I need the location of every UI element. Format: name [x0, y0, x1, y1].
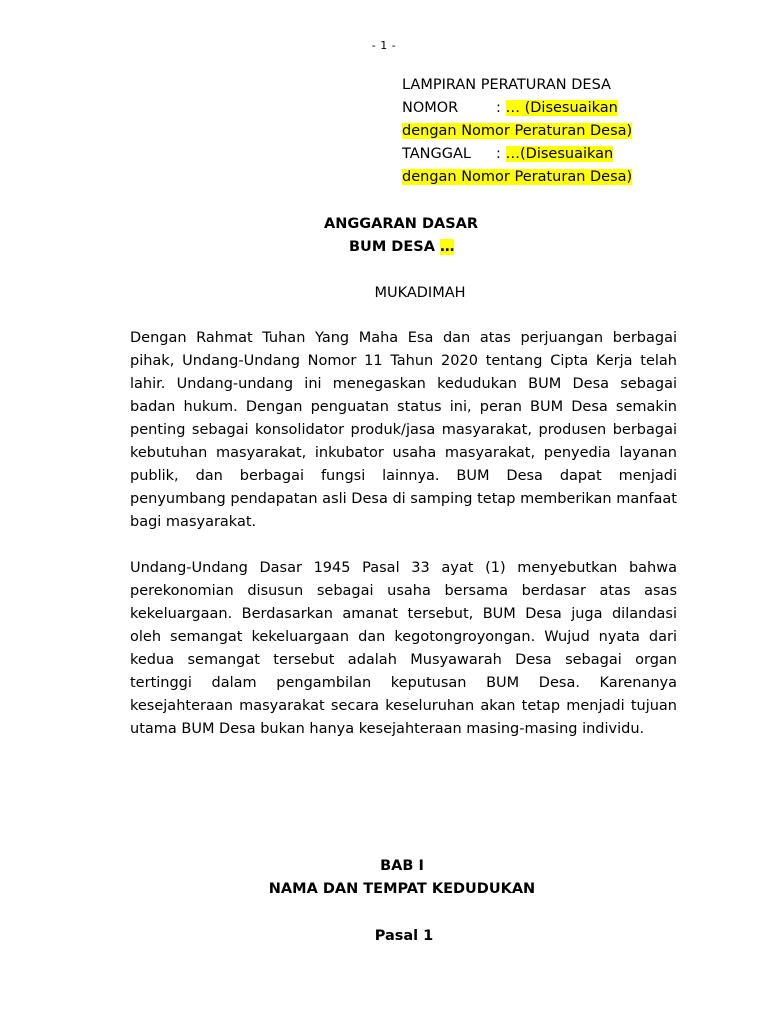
document-title — [314, 213, 494, 259]
chapter-number: BAB I — [380, 858, 424, 874]
attachment-block — [402, 74, 652, 189]
tanggal-value: …(Disesuaikan — [505, 146, 614, 162]
nomor-value: … (Disesuaikan — [505, 100, 618, 116]
tanggal-separator: : — [496, 146, 501, 162]
attachment-tanggal-row — [402, 143, 652, 166]
attachment-heading: LAMPIRAN PERATURAN DESA — [402, 77, 611, 93]
nomor-separator: : — [496, 100, 501, 116]
preamble-paragraph-1: Dengan Rahmat Tuhan Yang Maha Esa dan atas perjuangan berbagai pihak, Undang-Undang Nomor 11 Tahun 2020 tentang Cipta Kerja telah lahir. Undang-undang ini menegaskan kedudukan BUM Desa sebagai badan hukum. Dengan penguatan status ini, peran BUM Desa semakin penting sebagai konsolidator produk/jasa masyarakat, produsen berbagai kebutuhan masyarakat, inkubator usaha masyarakat, penyedia layanan publik, dan berbagai fungsi lainnya. BUM Desa dapat menjadi penyumbang pendapatan asli Desa di samping tetap memberikan manfaat bagi masyarakat. — [130, 330, 677, 530]
preamble-paragraph-2: Undang-Undang Dasar 1945 Pasal 33 ayat (1) menyebutkan bahwa perekonomian disusun sebagai usaha bersama berdasar atas asas kekeluargaan. Berdasarkan amanat tersebut, BUM Desa juga dilandasi oleh semangat kekeluargaan dan kegotongroyongan. Wujud nyata dari kedua semangat tersebut adalah Musyawarah Desa sebagai organ tertinggi dalam pengambilan keputusan BUM Desa. Karenanya kesejahteraan masyarakat secara keseluruhan akan tetap menjadi tujuan utama BUM Desa bukan hanya kesejahteraan masing-masing individu. — [130, 560, 677, 737]
chapter-title: NAMA DAN TEMPAT KEDUDUKAN — [268, 881, 536, 897]
nomor-label: NOMOR — [402, 100, 459, 116]
attachment-nomor-row — [402, 97, 652, 120]
nomor-value-continuation: dengan Nomor Peraturan Desa) — [402, 123, 633, 139]
title-line-2 — [314, 236, 494, 259]
article-label: Pasal 1 — [374, 928, 434, 944]
attachment-nomor-continuation — [402, 120, 652, 143]
page-number: - 1 - — [371, 39, 397, 52]
title-placeholder: … — [439, 239, 455, 255]
attachment-tanggal-continuation — [402, 166, 652, 189]
title-entity: BUM DESA — [349, 239, 435, 255]
tanggal-label: TANGGAL — [402, 146, 471, 162]
preamble-heading: MUKADIMAH — [374, 285, 466, 301]
title-line-1: ANGGARAN DASAR — [324, 216, 479, 232]
tanggal-value-continuation: dengan Nomor Peraturan Desa) — [402, 169, 633, 185]
